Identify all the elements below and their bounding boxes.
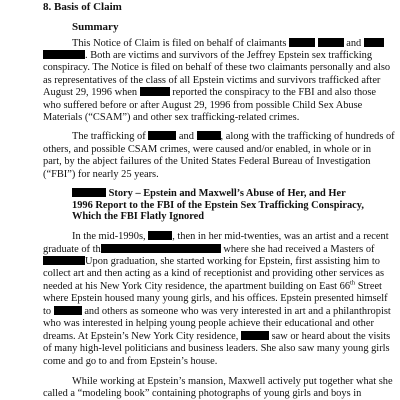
redaction-block (54, 306, 82, 315)
p1-text: and (346, 38, 362, 50)
p1-line-7: Materials (“CSAM”) and other sex trafficking-related crimes. (43, 112, 300, 124)
p3-line-8: who was interested in helping young people achieve their educational and other (43, 318, 374, 330)
p3-line-4: collect art and then acting as a kind of receptionist and providing other services as (43, 268, 385, 280)
redaction-block (43, 50, 85, 59)
p4-line-2: called a “modeling book” containing photographs of young girls and boys in (43, 388, 362, 399)
redaction-block (72, 188, 106, 197)
p3-line-3 (43, 256, 380, 268)
redaction-block (289, 38, 315, 47)
p1-text: August 29, 1996 when (43, 87, 138, 99)
p2-line-3: part, by the abject failures of the United States Federal Bureau of Investigation (43, 156, 371, 168)
p3-text: , then in her mid-twenties, was an artist and a recent (172, 231, 389, 243)
p3-text: where she had received a Masters of (223, 243, 375, 255)
section-heading: 8. Basis of Claim (43, 0, 122, 13)
p4-line-1: While working at Epstein’s mansion, Maxwell actively put together what she (72, 375, 393, 387)
p2-text: and (178, 131, 194, 143)
redaction-block (318, 38, 344, 47)
p3-line-2 (43, 244, 374, 256)
p3-text: needed at his New York City residence, the apartment building on East 66 (43, 280, 351, 292)
p1-text: . Both are victims and survivors of the Jeffrey Epstein sex trafficking (85, 49, 373, 61)
redaction-block (140, 87, 170, 96)
p1-line-2 (43, 50, 372, 62)
p1-line-1 (72, 38, 384, 50)
p1-line-3: conspiracy. The Notice is filed on behalf of these two claimants personally and also (43, 62, 391, 74)
p3-text: dreams. At Epstein’s New York City residence, (43, 330, 239, 342)
p3-text: In the mid-1990s, (72, 231, 146, 243)
p3-line-5 (43, 281, 382, 293)
superscript: th (350, 279, 356, 287)
p2-line-2: others, and possible CSAM crimes, were caused and/or enabled, in whole or in (43, 143, 372, 155)
p3-text: Upon graduation, she started working for Epstein, first assisting him to (85, 255, 380, 267)
p2-text: , along with the trafficking of hundreds of (220, 131, 395, 143)
p1-line-6: who suffered before or after August 29, 1996 from possible Child Sex Abuse (43, 99, 363, 111)
redaction-block (364, 38, 384, 47)
redaction-block (148, 131, 176, 140)
p3-line-7 (43, 306, 391, 318)
p3-text: and others as someone who was very interested in art and a philanthropist (84, 305, 391, 317)
p3-text: graduate of th (43, 243, 101, 255)
redaction-block (148, 231, 172, 240)
story-heading-text: Story – Epstein and Maxwell’s Abuse of Her, and Her (108, 188, 346, 200)
p2-line-1 (72, 131, 395, 143)
p1-text: This Notice of Claim is filed on behalf of claimants (72, 38, 287, 50)
story-heading-line-3: Which the FBI Flatly Ignored (72, 211, 205, 223)
p1-line-4: as representatives of the class of all Epstein victims and survivors trafficked after (43, 74, 381, 86)
p3-text: Street (355, 280, 382, 292)
p3-text: saw or heard about the visits (271, 330, 391, 342)
p2-line-4: (“FBI”) for nearly 25 years. (43, 168, 159, 180)
redaction-block (197, 131, 221, 140)
p3-line-9 (43, 331, 390, 343)
p1-line-5 (43, 87, 376, 99)
story-heading-line-1 (72, 188, 346, 200)
story-heading-line-2: 1996 Report to the FBI of the Epstein Sex Trafficking Conspiracy, (72, 199, 364, 211)
redaction-block (101, 244, 221, 253)
p3-text: to (43, 305, 52, 317)
redaction-block (241, 331, 269, 340)
redaction-block (43, 256, 85, 265)
p3-line-6: where Epstein housed many young girls, and his offices. Epstein presented himself (43, 293, 388, 305)
p3-line-11: come and go to and from Epstein’s house. (43, 355, 218, 367)
p1-text: reported the conspiracy to the FBI and also those (172, 87, 377, 99)
summary-heading: Summary (72, 20, 119, 33)
p2-text: The trafficking of (72, 131, 146, 143)
p3-line-1 (72, 231, 389, 243)
p3-line-10: of many high-level politicians and business leaders. She also saw many young girls (43, 343, 390, 355)
